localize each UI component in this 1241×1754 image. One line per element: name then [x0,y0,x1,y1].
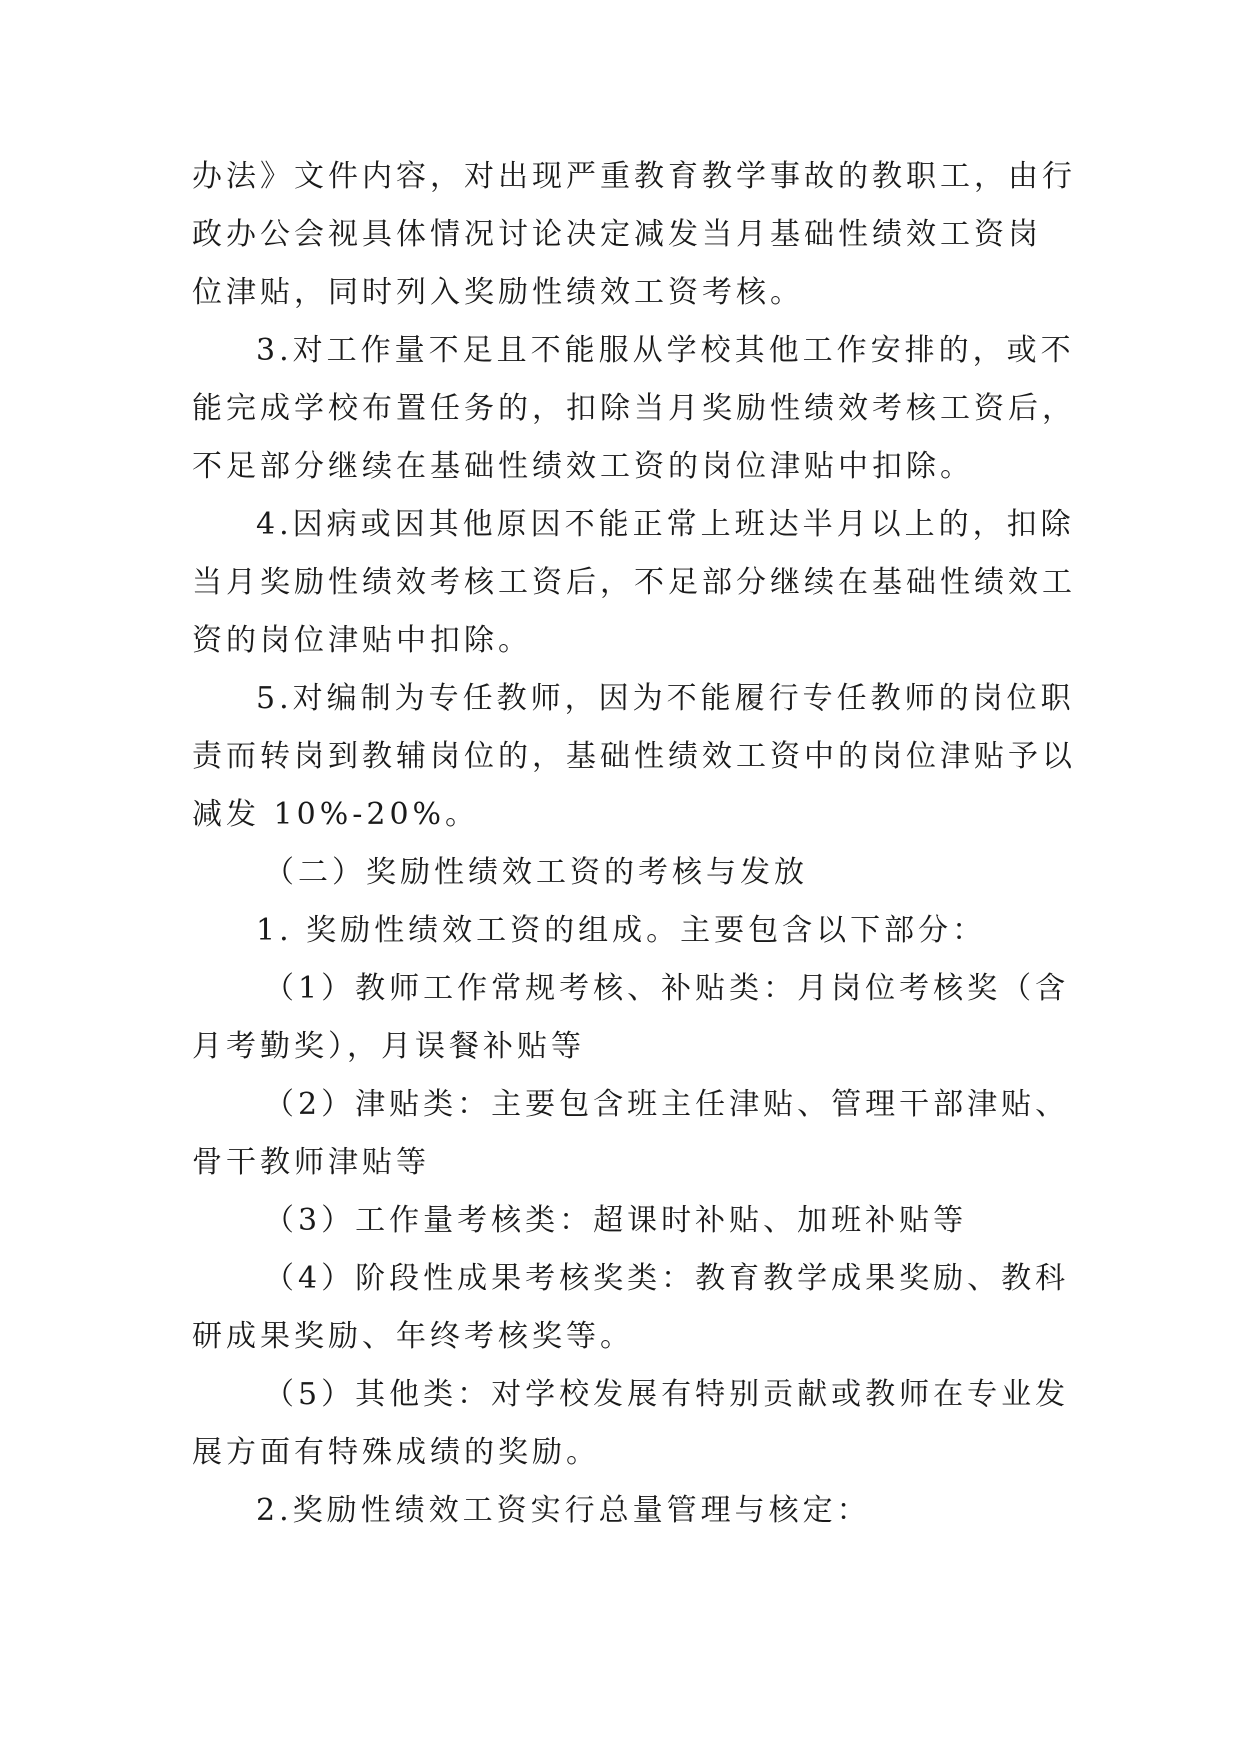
paragraph-line: 研成果奖励、年终考核奖等。 [192,1319,634,1354]
list-item-3: 3.对工作量不足且不能服从学校其他工作安排的，或不 [256,333,1075,368]
list-item-5: 5.对编制为专任教师，因为不能履行专任教师的岗位职 [256,681,1075,716]
category-item-1: （1）教师工作常规考核、补贴类：月岗位考核奖（含 [264,971,1070,1006]
paragraph-line: 政办公会视具体情况讨论决定减发当月基础性绩效工资岗 [192,217,1042,252]
paragraph-line: 当月奖励性绩效考核工资后，不足部分继续在基础性绩效工 [192,565,1076,600]
category-item-3: （3）工作量考核类：超课时补贴、加班补贴等 [264,1203,968,1238]
sub-item-2: 2.奖励性绩效工资实行总量管理与核定： [256,1493,871,1528]
paragraph-line: 资的岗位津贴中扣除。 [192,623,532,658]
paragraph-line: 月考勤奖），月误餐补贴等 [192,1029,585,1064]
paragraph-line: 减发 10%-20%。 [192,797,480,832]
paragraph-line: 能完成学校布置任务的，扣除当月奖励性绩效考核工资后， [192,391,1076,426]
category-item-2: （2）津贴类：主要包含班主任津贴、管理干部津贴、 [264,1087,1070,1122]
paragraph-line: 位津贴，同时列入奖励性绩效工资考核。 [192,275,804,310]
document-body [192,158,1076,1530]
category-item-4: （4）阶段性成果考核奖类：教育教学成果奖励、教科 [264,1261,1070,1296]
category-item-5: （5）其他类：对学校发展有特别贡献或教师在专业发 [264,1377,1070,1412]
paragraph-line: 骨干教师津贴等 [192,1145,430,1180]
list-item-4: 4.因病或因其他原因不能正常上班达半月以上的，扣除 [256,507,1075,542]
paragraph-line: 不足部分继续在基础性绩效工资的岗位津贴中扣除。 [192,449,974,484]
sub-item-1: 1. 奖励性绩效工资的组成。主要包含以下部分： [256,913,987,948]
paragraph-line: 展方面有特殊成绩的奖励。 [192,1435,600,1470]
paragraph-line: 责而转岗到教辅岗位的，基础性绩效工资中的岗位津贴予以 [192,739,1076,774]
section-heading: （二）奖励性绩效工资的考核与发放 [264,855,808,890]
paragraph-line: 办法》文件内容，对出现严重教育教学事故的教职工，由行 [192,159,1076,194]
